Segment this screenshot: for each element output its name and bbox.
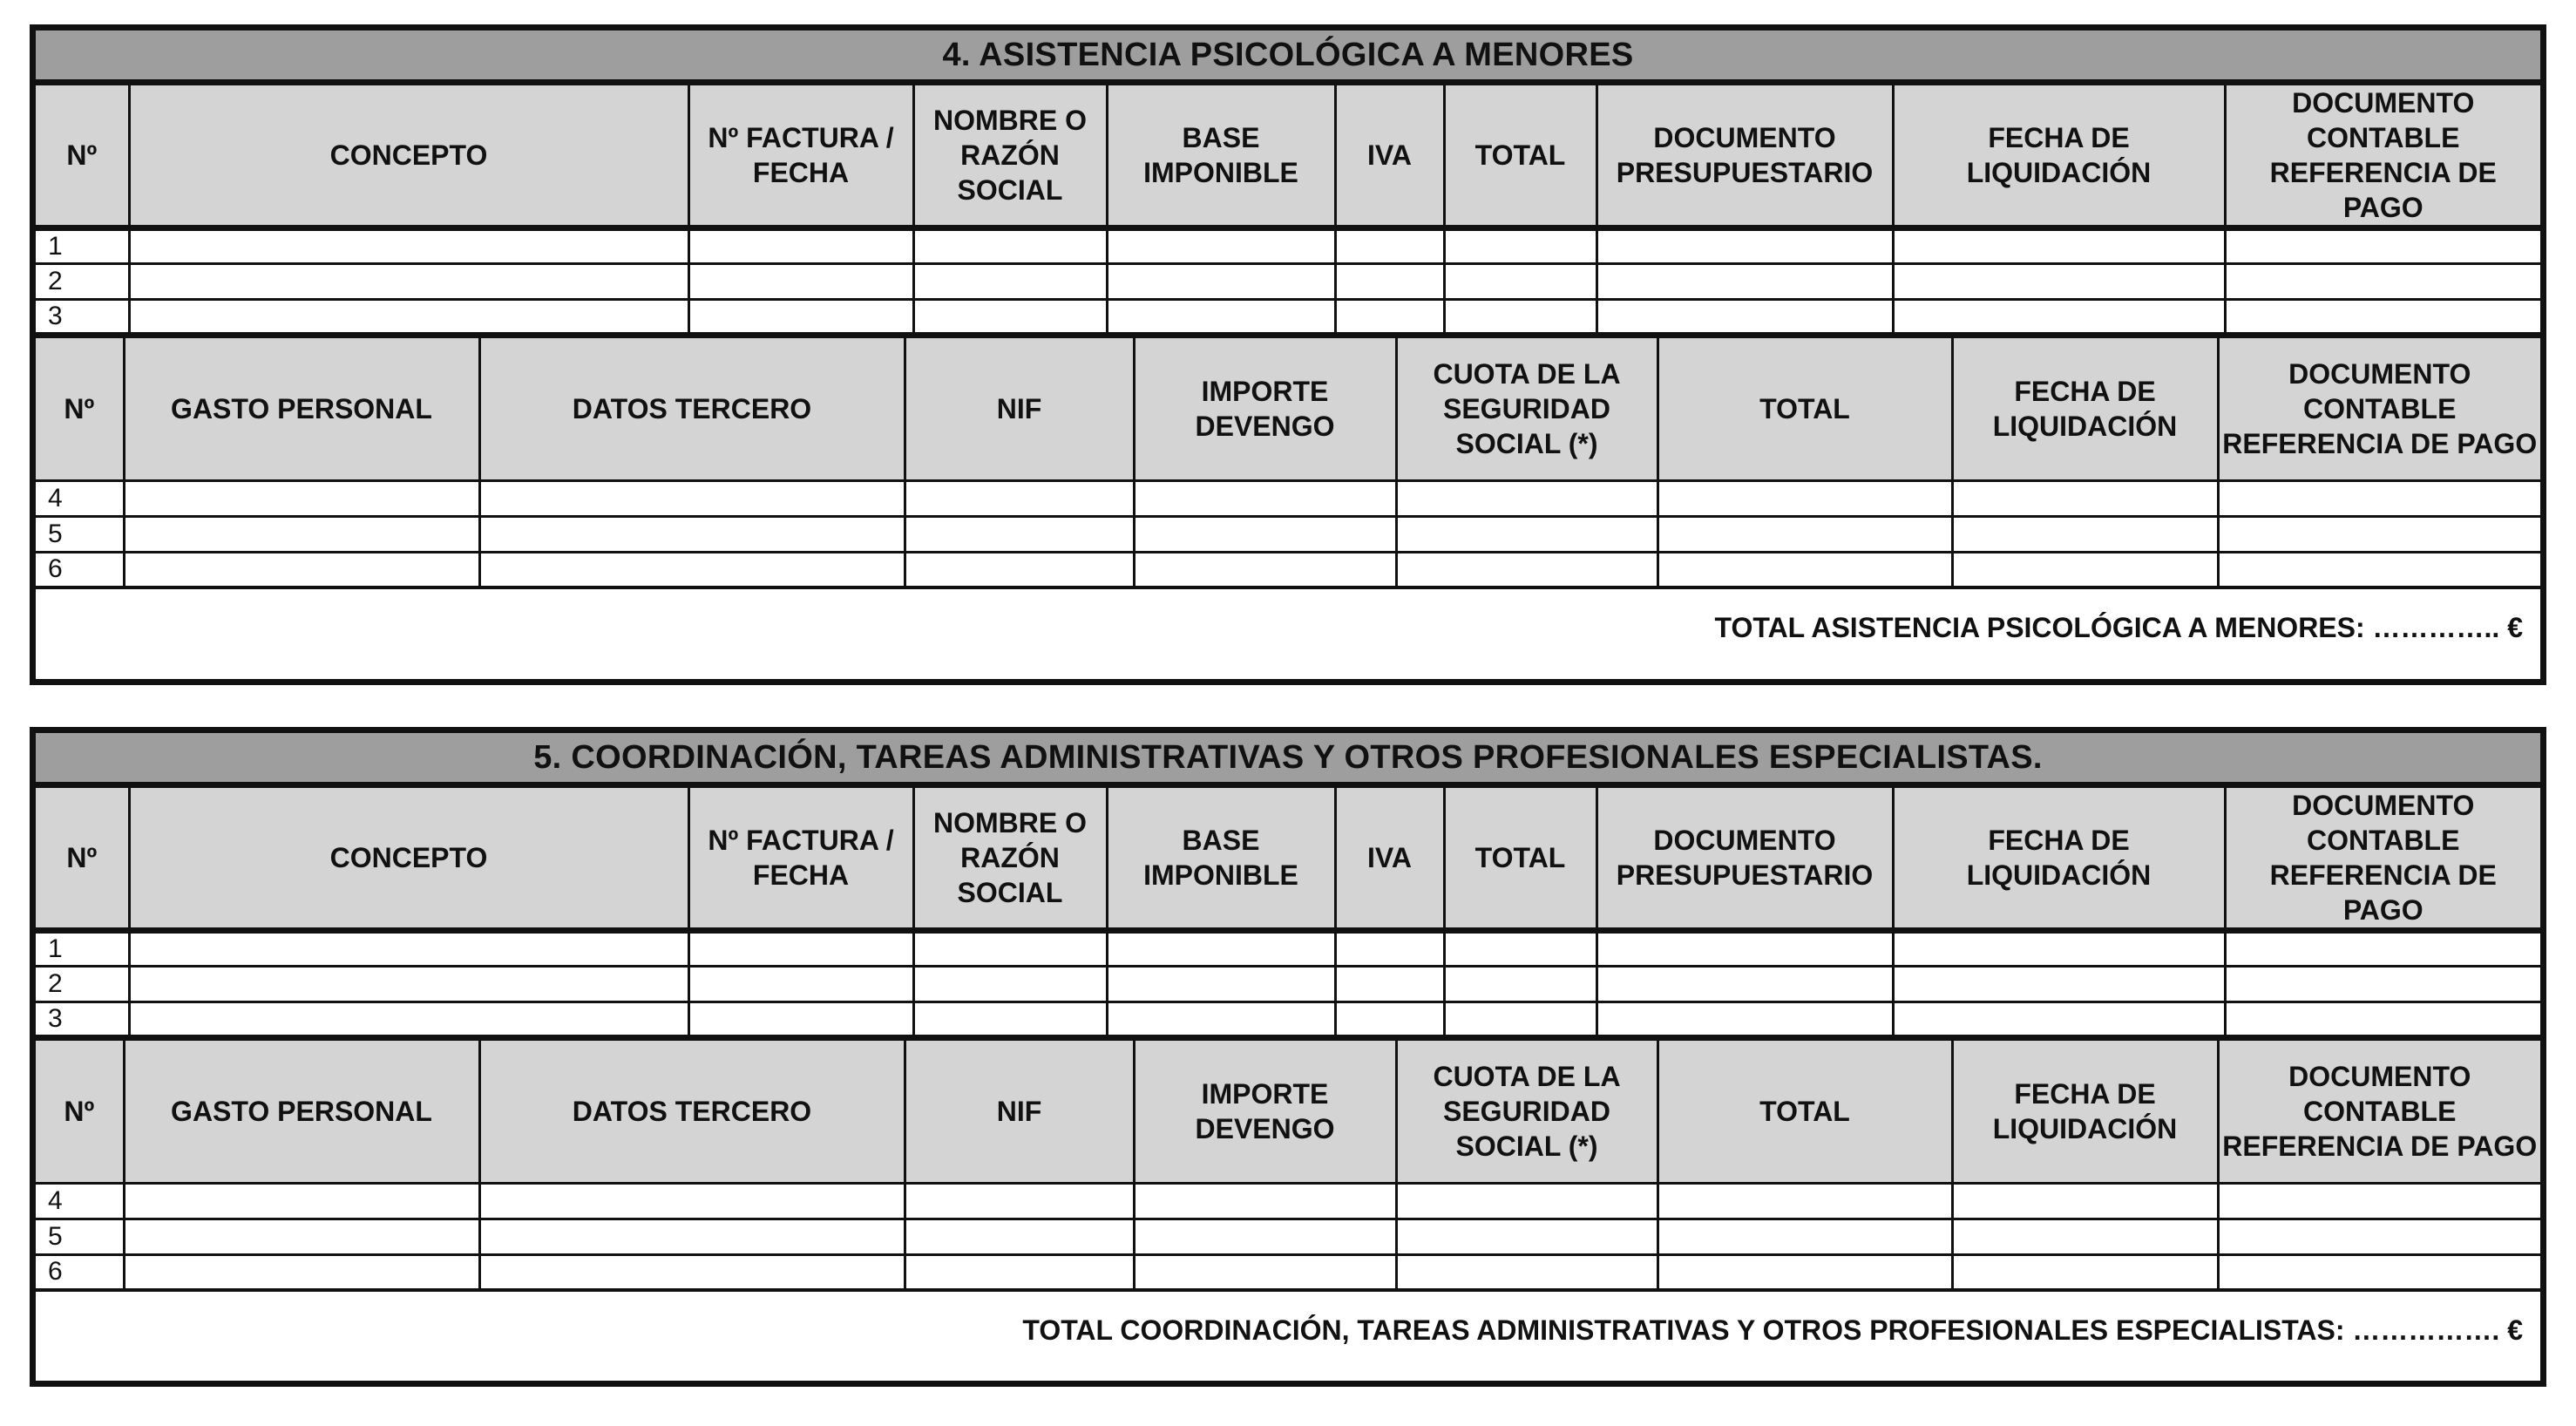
- row-number: 6: [36, 552, 124, 587]
- table-cell[interactable]: [2225, 967, 2540, 1002]
- table-row: [36, 931, 2540, 967]
- table-cell[interactable]: [1596, 264, 1893, 300]
- header-cell: DOCUMENTO CONTABLE REFERENCIA DE PAGO: [2225, 85, 2540, 228]
- row-number: 1: [36, 228, 129, 264]
- header-cell: DOCUMENTO PRESUPUESTARIO: [1596, 85, 1893, 228]
- row-number: 5: [36, 1219, 124, 1254]
- table-cell[interactable]: [913, 228, 1107, 264]
- table-row: [36, 1002, 2540, 1038]
- section-title: 5. COORDINACIÓN, TAREAS ADMINISTRATIVAS Y OTROS PROFESIONALES ESPECIALISTAS.: [36, 733, 2540, 788]
- table-cell[interactable]: [1596, 228, 1893, 264]
- header-cell: Nº: [36, 338, 124, 480]
- table-header-row: [36, 85, 2540, 228]
- table-cell[interactable]: [1107, 931, 1335, 967]
- table-cell[interactable]: [1396, 480, 1657, 516]
- table-cell[interactable]: [1396, 516, 1657, 552]
- table-cell[interactable]: [1657, 1219, 1952, 1254]
- table-cell[interactable]: [688, 931, 913, 967]
- header-cell: GASTO PERSONAL: [124, 1041, 479, 1183]
- table-cell[interactable]: [2218, 552, 2540, 587]
- table-cell[interactable]: [1444, 967, 1596, 1002]
- table-cell[interactable]: [124, 1183, 479, 1219]
- table-cell[interactable]: [1657, 1183, 1952, 1219]
- table-cell[interactable]: [1396, 1219, 1657, 1254]
- header-cell: NOMBRE O RAZÓN SOCIAL: [913, 85, 1107, 228]
- table-cell[interactable]: [1893, 967, 2225, 1002]
- table-cell[interactable]: [1596, 967, 1893, 1002]
- header-cell: FECHA DE LIQUIDACIÓN: [1952, 338, 2218, 480]
- header-cell: GASTO PERSONAL: [124, 338, 479, 480]
- table-cell[interactable]: [1396, 1183, 1657, 1219]
- header-cell: DOCUMENTO CONTABLE REFERENCIA DE PAGO: [2218, 338, 2540, 480]
- table-row: [36, 1183, 2540, 1219]
- header-cell: IMPORTE DEVENGO: [1134, 338, 1396, 480]
- table-cell[interactable]: [2218, 1254, 2540, 1290]
- table-cell[interactable]: [1657, 552, 1952, 587]
- header-cell: BASE IMPONIBLE: [1107, 788, 1335, 931]
- table-cell[interactable]: [479, 1254, 905, 1290]
- table-cell[interactable]: [1596, 931, 1893, 967]
- invoice-table: [36, 85, 2540, 338]
- table-cell[interactable]: [2218, 1219, 2540, 1254]
- table-cell[interactable]: [129, 1002, 688, 1038]
- table-cell[interactable]: [1134, 1254, 1396, 1290]
- header-cell: Nº FACTURA / FECHA: [688, 85, 913, 228]
- table-cell[interactable]: [1657, 1254, 1952, 1290]
- table-cell[interactable]: [1952, 480, 2218, 516]
- header-cell: CUOTA DE LA SEGURIDAD SOCIAL (*): [1396, 338, 1657, 480]
- header-cell: IVA: [1335, 788, 1444, 931]
- table-cell[interactable]: [905, 1219, 1134, 1254]
- row-number: 6: [36, 1254, 124, 1290]
- table-cell[interactable]: [2225, 1002, 2540, 1038]
- table-cell[interactable]: [2218, 480, 2540, 516]
- table-row: [36, 1254, 2540, 1290]
- table-cell[interactable]: [1596, 1002, 1893, 1038]
- header-cell: IMPORTE DEVENGO: [1134, 1041, 1396, 1183]
- header-cell: DATOS TERCERO: [479, 338, 905, 480]
- table-row: [36, 1219, 2540, 1254]
- table-cell[interactable]: [1396, 552, 1657, 587]
- table-cell[interactable]: [913, 967, 1107, 1002]
- table-cell[interactable]: [1444, 931, 1596, 967]
- table-cell[interactable]: [1893, 228, 2225, 264]
- header-cell: DOCUMENTO CONTABLE REFERENCIA DE PAGO: [2218, 1041, 2540, 1183]
- table-cell[interactable]: [129, 264, 688, 300]
- table-header-row: [36, 1041, 2540, 1183]
- header-cell: IVA: [1335, 85, 1444, 228]
- section-total-label: TOTAL ASISTENCIA PSICOLÓGICA A MENORES: ………….. €: [1714, 611, 2523, 643]
- header-cell: NIF: [905, 338, 1134, 480]
- table-cell[interactable]: [688, 1002, 913, 1038]
- table-cell[interactable]: [1952, 1219, 2218, 1254]
- table-cell[interactable]: [1335, 264, 1444, 300]
- table-cell[interactable]: [479, 480, 905, 516]
- table-cell[interactable]: [2218, 1183, 2540, 1219]
- table-cell[interactable]: [129, 931, 688, 967]
- table-cell[interactable]: [1444, 264, 1596, 300]
- header-cell: CONCEPTO: [129, 85, 688, 228]
- table-cell[interactable]: [124, 1219, 479, 1254]
- header-cell: BASE IMPONIBLE: [1107, 85, 1335, 228]
- row-number: 2: [36, 264, 129, 300]
- table-cell[interactable]: [2218, 516, 2540, 552]
- table-cell[interactable]: [1893, 264, 2225, 300]
- header-cell: TOTAL: [1444, 788, 1596, 931]
- header-cell: CUOTA DE LA SEGURIDAD SOCIAL (*): [1396, 1041, 1657, 1183]
- table-cell[interactable]: [479, 552, 905, 587]
- table-row: [36, 516, 2540, 552]
- table-cell[interactable]: [124, 516, 479, 552]
- table-row: [36, 264, 2540, 300]
- table-cell[interactable]: [2225, 300, 2540, 336]
- invoice-table: [36, 788, 2540, 1041]
- personnel-table: [36, 338, 2540, 589]
- table-cell[interactable]: [1952, 552, 2218, 587]
- row-number: 5: [36, 516, 124, 552]
- table-cell[interactable]: [1335, 1002, 1444, 1038]
- table-cell[interactable]: [2225, 228, 2540, 264]
- section-title: 4. ASISTENCIA PSICOLÓGICA A MENORES: [36, 31, 2540, 85]
- table-cell[interactable]: [479, 1183, 905, 1219]
- table-cell[interactable]: [1107, 264, 1335, 300]
- table-cell[interactable]: [124, 1254, 479, 1290]
- row-number: 3: [36, 300, 129, 336]
- header-cell: TOTAL: [1657, 1041, 1952, 1183]
- table-cell[interactable]: [2225, 264, 2540, 300]
- table-row: [36, 228, 2540, 264]
- table-cell[interactable]: [905, 516, 1134, 552]
- table-cell[interactable]: [913, 931, 1107, 967]
- table-cell[interactable]: [913, 264, 1107, 300]
- section-5-block: [30, 727, 2546, 1387]
- section-total-label: TOTAL COORDINACIÓN, TAREAS ADMINISTRATIVAS Y OTROS PROFESIONALES ESPECIALISTAS: ……………. €: [1022, 1314, 2523, 1346]
- table-cell[interactable]: [1107, 300, 1335, 336]
- header-cell: DATOS TERCERO: [479, 1041, 905, 1183]
- table-cell[interactable]: [1335, 931, 1444, 967]
- header-cell: FECHA DE LIQUIDACIÓN: [1893, 788, 2225, 931]
- table-cell[interactable]: [1134, 480, 1396, 516]
- table-cell[interactable]: [1107, 967, 1335, 1002]
- table-row: [36, 300, 2540, 336]
- table-cell[interactable]: [129, 228, 688, 264]
- table-cell[interactable]: [1596, 300, 1893, 336]
- table-header-row: [36, 338, 2540, 480]
- header-cell: Nº: [36, 788, 129, 931]
- table-cell[interactable]: [1444, 228, 1596, 264]
- table-cell[interactable]: [913, 1002, 1107, 1038]
- header-cell: NIF: [905, 1041, 1134, 1183]
- table-cell[interactable]: [688, 264, 913, 300]
- table-cell[interactable]: [2225, 931, 2540, 967]
- table-cell[interactable]: [124, 552, 479, 587]
- header-cell: Nº: [36, 1041, 124, 1183]
- header-cell: Nº: [36, 85, 129, 228]
- table-cell[interactable]: [688, 228, 913, 264]
- table-cell[interactable]: [129, 967, 688, 1002]
- row-number: 4: [36, 1183, 124, 1219]
- row-number: 1: [36, 931, 129, 967]
- table-cell[interactable]: [1335, 967, 1444, 1002]
- header-cell: DOCUMENTO CONTABLE REFERENCIA DE PAGO: [2225, 788, 2540, 931]
- header-cell: DOCUMENTO PRESUPUESTARIO: [1596, 788, 1893, 931]
- table-cell[interactable]: [124, 480, 479, 516]
- table-cell[interactable]: [1444, 300, 1596, 336]
- table-cell[interactable]: [1134, 516, 1396, 552]
- header-cell: FECHA DE LIQUIDACIÓN: [1952, 1041, 2218, 1183]
- header-cell: Nº FACTURA / FECHA: [688, 788, 913, 931]
- table-cell[interactable]: [905, 552, 1134, 587]
- table-cell[interactable]: [479, 1219, 905, 1254]
- table-cell[interactable]: [1396, 1254, 1657, 1290]
- table-cell[interactable]: [688, 300, 913, 336]
- row-number: 4: [36, 480, 124, 516]
- table-cell[interactable]: [1134, 552, 1396, 587]
- table-cell[interactable]: [1107, 228, 1335, 264]
- row-number: 3: [36, 1002, 129, 1038]
- table-cell[interactable]: [1952, 1183, 2218, 1219]
- table-cell[interactable]: [1134, 1219, 1396, 1254]
- personnel-table: [36, 1041, 2540, 1292]
- table-cell[interactable]: [1657, 480, 1952, 516]
- table-cell[interactable]: [1893, 1002, 2225, 1038]
- table-cell[interactable]: [1952, 516, 2218, 552]
- table-header-row: [36, 788, 2540, 931]
- table-cell[interactable]: [1657, 516, 1952, 552]
- header-cell: FECHA DE LIQUIDACIÓN: [1893, 85, 2225, 228]
- section-4-block: [30, 24, 2546, 685]
- header-cell: TOTAL: [1657, 338, 1952, 480]
- table-cell[interactable]: [129, 300, 688, 336]
- header-cell: NOMBRE O RAZÓN SOCIAL: [913, 788, 1107, 931]
- table-cell[interactable]: [913, 300, 1107, 336]
- table-cell[interactable]: [905, 1254, 1134, 1290]
- header-cell: CONCEPTO: [129, 788, 688, 931]
- table-row: [36, 552, 2540, 587]
- table-cell[interactable]: [1893, 300, 2225, 336]
- table-cell[interactable]: [479, 516, 905, 552]
- header-cell: TOTAL: [1444, 85, 1596, 228]
- table-cell[interactable]: [1335, 228, 1444, 264]
- table-cell[interactable]: [905, 1183, 1134, 1219]
- table-row: [36, 967, 2540, 1002]
- table-cell[interactable]: [688, 967, 913, 1002]
- table-cell[interactable]: [1134, 1183, 1396, 1219]
- row-number: 2: [36, 967, 129, 1002]
- table-cell[interactable]: [1444, 1002, 1596, 1038]
- table-cell[interactable]: [1893, 931, 2225, 967]
- table-cell[interactable]: [905, 480, 1134, 516]
- table-cell[interactable]: [1335, 300, 1444, 336]
- table-cell[interactable]: [1107, 1002, 1335, 1038]
- table-row: [36, 480, 2540, 516]
- table-cell[interactable]: [1952, 1254, 2218, 1290]
